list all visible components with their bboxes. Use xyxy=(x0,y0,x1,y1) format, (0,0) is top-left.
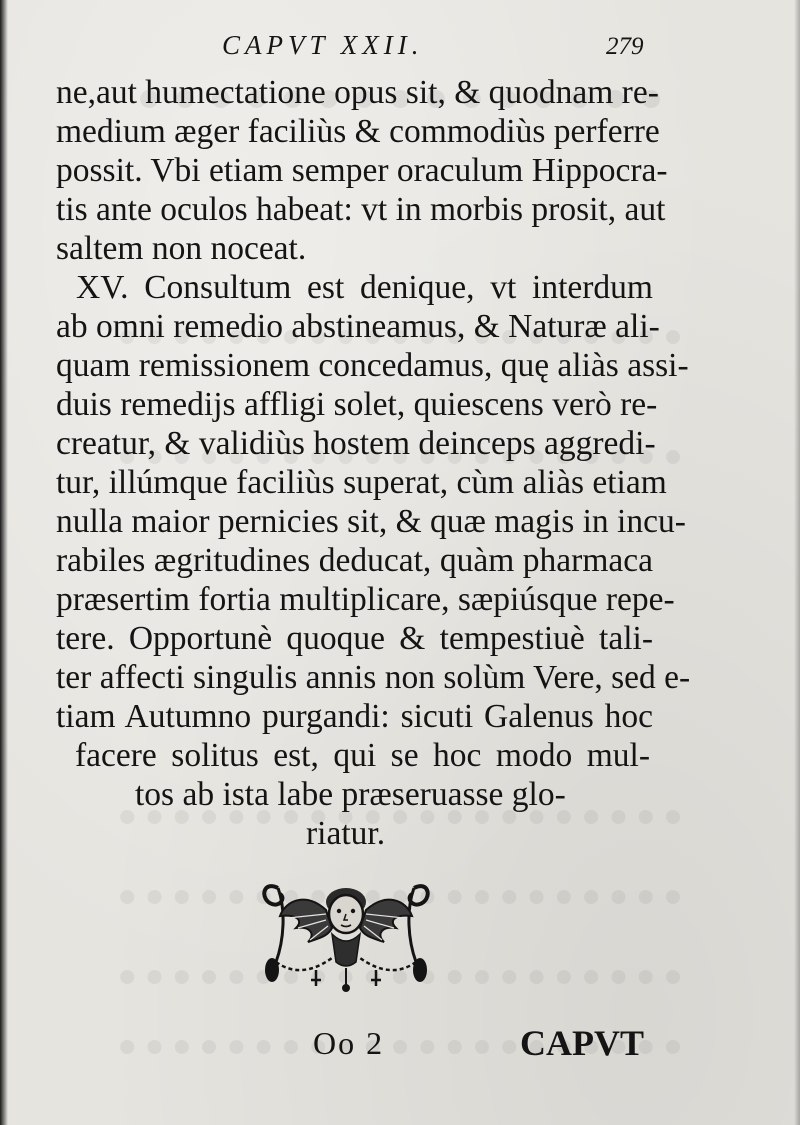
text-line: medium æger faciliùs & commodiùs perferre xyxy=(56,113,660,150)
text-line: saltem non noceat. xyxy=(56,230,307,267)
text-line: tur, illúmque faciliùs superat, cùm aliàs etiam xyxy=(56,464,667,501)
page-gutter-shadow xyxy=(0,0,8,1125)
text-line: tos ab ista labe præseruasse glo- xyxy=(135,776,566,813)
text-line: nulla maior pernicies sit, & quæ magis in incu- xyxy=(56,503,686,540)
text-line: tere. Opportunè quoque & tempestiuè tali- xyxy=(56,620,653,657)
catchword: CAPVT xyxy=(520,1023,644,1063)
text-line: tis ante oculos habeat: vt in morbis prosit, aut xyxy=(56,191,666,228)
winged-cherub-head-ornament-icon xyxy=(256,870,436,995)
text-line: quam remissionem concedamus, quę aliàs assi- xyxy=(56,347,689,384)
page-number: 279 xyxy=(606,33,644,60)
printer-signature-mark: Oo 2 xyxy=(313,1025,385,1061)
running-head: CAPVT XXII. xyxy=(222,30,424,60)
text-line: ne,aut humectatione opus sit, & quodnam re- xyxy=(56,74,659,111)
text-line: duis remedijs affligi solet, quiescens verò re- xyxy=(56,386,658,423)
page-edge-shadow xyxy=(794,0,800,1125)
text-line: creatur, & validiùs hostem deinceps aggredi- xyxy=(56,425,656,462)
text-line: tiam Autumno purgandi: sicuti Galenus hoc xyxy=(56,698,653,735)
text-line: rabiles ægritudines deducat, quàm pharmaca xyxy=(56,542,653,579)
text-line: facere solitus est, qui se hoc modo mul- xyxy=(75,737,650,774)
text-line: præsertim fortia multiplicare, sæpiúsque repe- xyxy=(56,581,675,618)
text-line: ter affecti singulis annis non solùm Vere, sed e- xyxy=(56,659,691,696)
text-line: possit. Vbi etiam semper oraculum Hippocra- xyxy=(56,152,668,189)
text-line: riatur. xyxy=(306,815,386,852)
text-line: ab omni remedio abstineamus, & Naturæ ali- xyxy=(56,308,660,345)
paragraph-start-line: XV. Consultum est denique, vt interdum xyxy=(76,269,653,306)
